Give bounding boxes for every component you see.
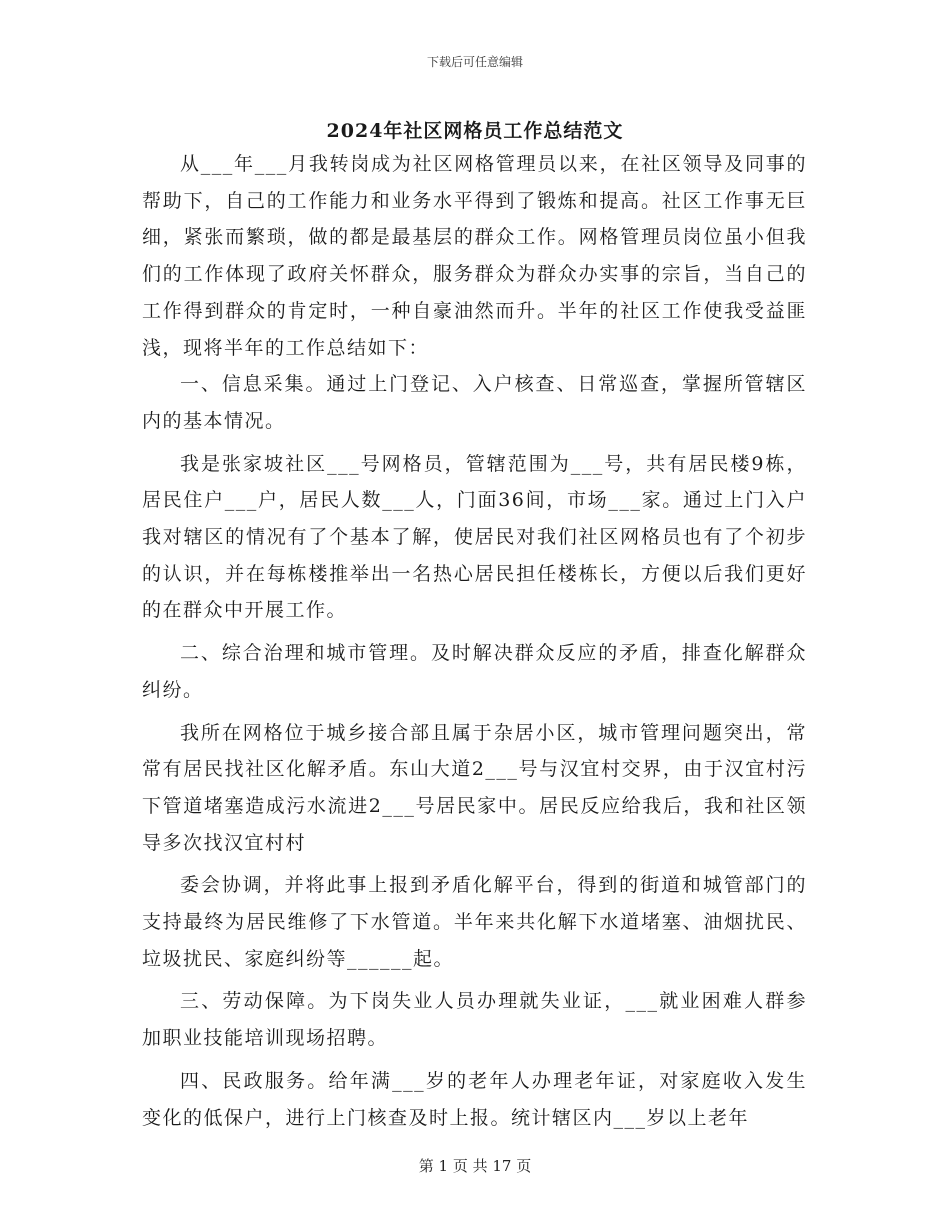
- paragraph-section-1-body: 我是张家坡社区___号网格员，管辖范围为___号，共有居民楼9栋，居民住户___户，居民人数___人，门面36间，市场___家。通过上门入户我对辖区的情况有了个基本了解，使居民对我们社区网格员也有了个初步的认识，并在每栋楼推举出一名热心居民担任楼栋长，方便以后我们更好的在群众中开展工作。: [142, 452, 807, 622]
- paragraph-section-2-heading: 二、综合治理和城市管理。及时解决群众反应的矛盾，排查化解群众纠纷。: [142, 642, 807, 701]
- paragraph-section-1-heading: 一、信息采集。通过上门登记、入户核查、日常巡查，掌握所管辖区内的基本情况。: [142, 373, 807, 432]
- document-title: 2024年社区网格员工作总结范文: [326, 120, 624, 142]
- paragraph-section-3: 三、劳动保障。为下岗失业人员办理就失业证，___就业困难人群参加职业技能培训现场招聘。: [142, 990, 807, 1050]
- page-number: 第 1 页 共 17 页: [418, 1157, 532, 1175]
- paragraph-section-2-body: 我所在网格位于城乡接合部且属于杂居小区，城市管理问题突出，常常有居民找社区化解矛盾。东山大道2___号与汉宜村交界，由于汉宜村污下管道堵塞造成污水流进2___号居民家中。居民反应给我后，我和社区领导多次找汉宜村村: [142, 721, 807, 854]
- paragraph-section-2-continued: 委会协调，并将此事上报到矛盾化解平台，得到的街道和城管部门的支持最终为居民维修了下水管道。半年来共化解下水道堵塞、油烟扰民、垃圾扰民、家庭纠纷等______起。: [142, 874, 807, 970]
- paragraph-section-4: 四、民政服务。给年满___岁的老年人办理老年证，对家庭收入发生变化的低保户，进行上门核查及时上报。统计辖区内___岁以上老年: [142, 1069, 807, 1129]
- page-header-note: 下载后可任意编辑: [426, 55, 523, 69]
- paragraph-intro: 从___年___月我转岗成为社区网格管理员以来，在社区领导及同事的帮助下，自己的工作能力和业务水平得到了锻炼和提高。社区工作事无巨细，紧张而繁琐，做的都是最基层的群众工作。网格管理员岗位虽小但我们的工作体现了政府关怀群众，服务群众为群众办实事的宗旨，当自己的工作得到群众的肯定时，一种自豪油然而升。半年的社区工作使我受益匪浅，现将半年的工作总结如下：: [142, 153, 807, 359]
- document-body: [142, 146, 807, 1136]
